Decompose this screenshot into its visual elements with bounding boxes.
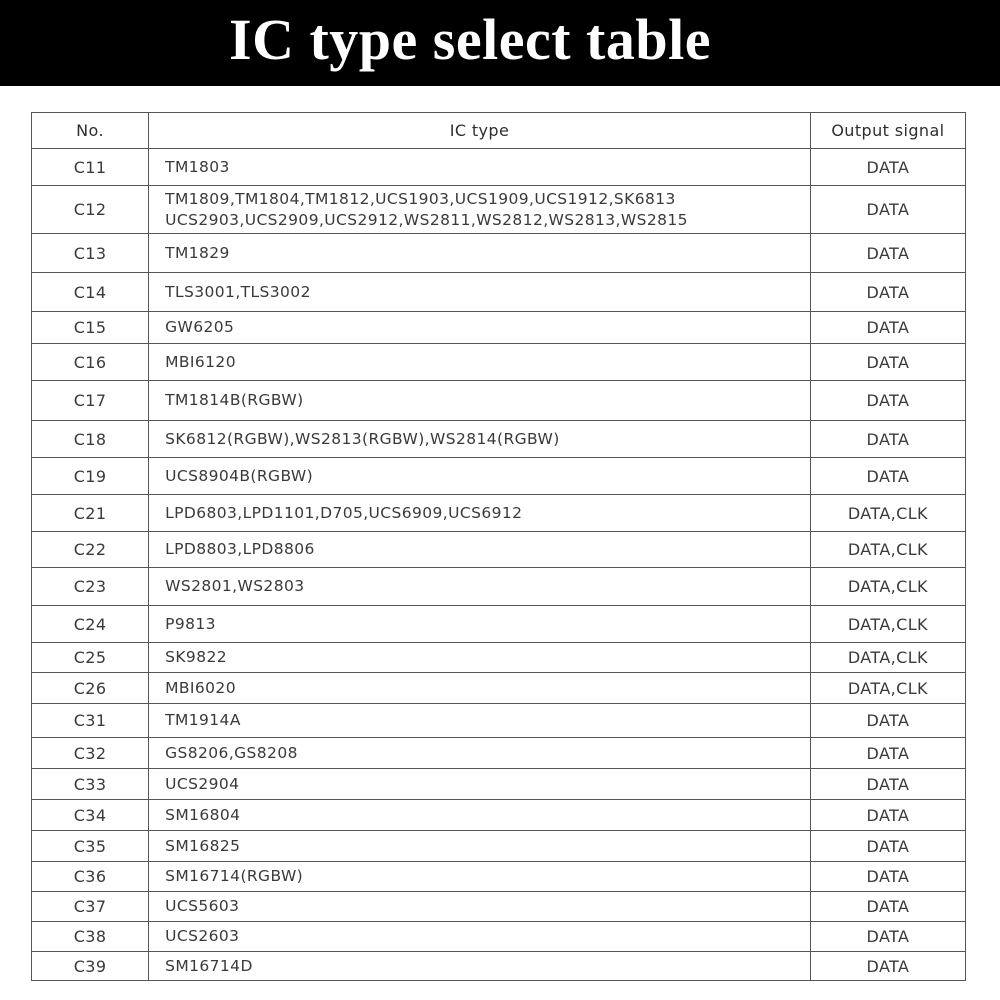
ic-type-table <box>31 112 966 981</box>
ic-type-line: WS2801,WS2803 <box>165 577 305 595</box>
table-row <box>32 892 966 922</box>
ic-type-line: GS8206,GS8208 <box>165 743 298 762</box>
ic-type-line: SK6812(RGBW),WS2813(RGBW),WS2814(RGBW) <box>165 429 560 448</box>
cell-output-signal: DATA <box>810 186 965 234</box>
ic-type-line: SM16714D <box>165 956 253 975</box>
cell-no: C25 <box>32 643 149 673</box>
cell-no: C34 <box>32 800 149 831</box>
cell-no: C33 <box>32 769 149 800</box>
cell-output-signal: DATA <box>810 458 965 495</box>
cell-ic-type <box>149 738 811 769</box>
table-row <box>32 421 966 458</box>
cell-no: C32 <box>32 738 149 769</box>
cell-ic-type <box>149 892 811 922</box>
cell-no: C23 <box>32 568 149 606</box>
ic-type-line: UCS8904B(RGBW) <box>165 466 314 485</box>
cell-output-signal: DATA,CLK <box>810 532 965 568</box>
cell-no: C35 <box>32 831 149 862</box>
ic-type-line: TLS3001,TLS3002 <box>165 282 311 301</box>
ic-type-line: MBI6020 <box>165 678 236 697</box>
cell-ic-type <box>149 673 811 704</box>
cell-output-signal: DATA <box>810 862 965 892</box>
cell-ic-type <box>149 273 811 312</box>
ic-type-line: TM1814B(RGBW) <box>165 391 304 409</box>
cell-ic-type <box>149 532 811 568</box>
cell-output-signal: DATA,CLK <box>810 606 965 643</box>
table-row <box>32 673 966 704</box>
table-row <box>32 606 966 643</box>
cell-no: C18 <box>32 421 149 458</box>
cell-no: C22 <box>32 532 149 568</box>
ic-type-line: LPD6803,LPD1101,D705,UCS6909,UCS6912 <box>165 503 523 522</box>
title-banner <box>0 0 1000 86</box>
cell-no: C13 <box>32 234 149 273</box>
cell-output-signal: DATA <box>810 421 965 458</box>
cell-output-signal: DATA <box>810 769 965 800</box>
cell-ic-type <box>149 568 811 606</box>
header-output-signal: Output signal <box>810 113 965 149</box>
cell-no: C12 <box>32 186 149 234</box>
cell-no: C31 <box>32 704 149 738</box>
cell-output-signal: DATA <box>810 273 965 312</box>
cell-ic-type <box>149 149 811 186</box>
cell-output-signal: DATA <box>810 800 965 831</box>
cell-output-signal: DATA <box>810 381 965 421</box>
cell-no: C14 <box>32 273 149 312</box>
ic-type-line: TM1809,TM1804,TM1812,UCS1903,UCS1909,UCS1912,SK6813 <box>165 189 676 208</box>
table-row <box>32 234 966 273</box>
ic-type-line: GW6205 <box>165 318 235 336</box>
cell-output-signal: DATA <box>810 344 965 381</box>
ic-type-line: UCS2603 <box>165 927 240 945</box>
ic-type-line: TM1829 <box>165 243 230 262</box>
cell-no: C16 <box>32 344 149 381</box>
table-row <box>32 568 966 606</box>
cell-ic-type <box>149 862 811 892</box>
cell-no: C37 <box>32 892 149 922</box>
table-row <box>32 922 966 952</box>
cell-ic-type <box>149 606 811 643</box>
table-row <box>32 149 966 186</box>
table-row <box>32 643 966 673</box>
table-row <box>32 738 966 769</box>
cell-output-signal: DATA,CLK <box>810 673 965 704</box>
cell-output-signal: DATA <box>810 738 965 769</box>
cell-ic-type <box>149 800 811 831</box>
table-row <box>32 831 966 862</box>
cell-ic-type <box>149 458 811 495</box>
cell-no: C36 <box>32 862 149 892</box>
header-ic-type: IC type <box>149 113 811 149</box>
cell-output-signal: DATA <box>810 952 965 981</box>
ic-type-line: SM16804 <box>165 805 241 824</box>
cell-ic-type <box>149 421 811 458</box>
table-row <box>32 769 966 800</box>
header-row <box>32 113 966 149</box>
cell-ic-type <box>149 922 811 952</box>
ic-type-line: TM1914A <box>165 711 241 729</box>
cell-no: C15 <box>32 312 149 344</box>
ic-type-line: P9813 <box>165 614 216 633</box>
cell-output-signal: DATA <box>810 149 965 186</box>
cell-no: C11 <box>32 149 149 186</box>
cell-ic-type <box>149 831 811 862</box>
cell-ic-type <box>149 234 811 273</box>
ic-type-line: MBI6120 <box>165 352 236 371</box>
ic-type-line: SM16714(RGBW) <box>165 867 304 885</box>
cell-output-signal: DATA,CLK <box>810 495 965 532</box>
cell-ic-type <box>149 643 811 673</box>
ic-type-line: UCS2904 <box>165 774 240 793</box>
cell-ic-type <box>149 312 811 344</box>
table-row <box>32 862 966 892</box>
cell-output-signal: DATA <box>810 922 965 952</box>
table-row <box>32 952 966 981</box>
cell-output-signal: DATA <box>810 892 965 922</box>
table-row <box>32 312 966 344</box>
ic-type-line: SM16825 <box>165 836 241 855</box>
cell-output-signal: DATA <box>810 704 965 738</box>
table-row <box>32 532 966 568</box>
table-row <box>32 458 966 495</box>
table-row <box>32 704 966 738</box>
cell-output-signal: DATA,CLK <box>810 643 965 673</box>
cell-ic-type <box>149 344 811 381</box>
cell-output-signal: DATA <box>810 831 965 862</box>
cell-ic-type <box>149 952 811 981</box>
header-no: No. <box>32 113 149 149</box>
table-row <box>32 344 966 381</box>
cell-ic-type <box>149 186 811 234</box>
page-title: IC type select table <box>229 7 711 72</box>
cell-output-signal: DATA <box>810 234 965 273</box>
cell-no: C24 <box>32 606 149 643</box>
table-row <box>32 186 966 234</box>
cell-ic-type <box>149 769 811 800</box>
ic-type-line: LPD8803,LPD8806 <box>165 540 315 558</box>
cell-no: C21 <box>32 495 149 532</box>
cell-ic-type <box>149 495 811 532</box>
cell-output-signal: DATA <box>810 312 965 344</box>
table-row <box>32 273 966 312</box>
ic-type-line: UCS2903,UCS2909,UCS2912,WS2811,WS2812,WS2813,WS2815 <box>165 210 688 229</box>
cell-ic-type <box>149 704 811 738</box>
table-row <box>32 800 966 831</box>
ic-type-line: UCS5603 <box>165 897 240 915</box>
ic-type-line: SK9822 <box>165 648 227 666</box>
cell-no: C19 <box>32 458 149 495</box>
table-body <box>32 149 966 981</box>
cell-no: C17 <box>32 381 149 421</box>
cell-no: C39 <box>32 952 149 981</box>
cell-ic-type <box>149 381 811 421</box>
table-row <box>32 495 966 532</box>
cell-output-signal: DATA,CLK <box>810 568 965 606</box>
ic-type-line: TM1803 <box>165 157 230 176</box>
cell-no: C26 <box>32 673 149 704</box>
cell-no: C38 <box>32 922 149 952</box>
table-row <box>32 381 966 421</box>
